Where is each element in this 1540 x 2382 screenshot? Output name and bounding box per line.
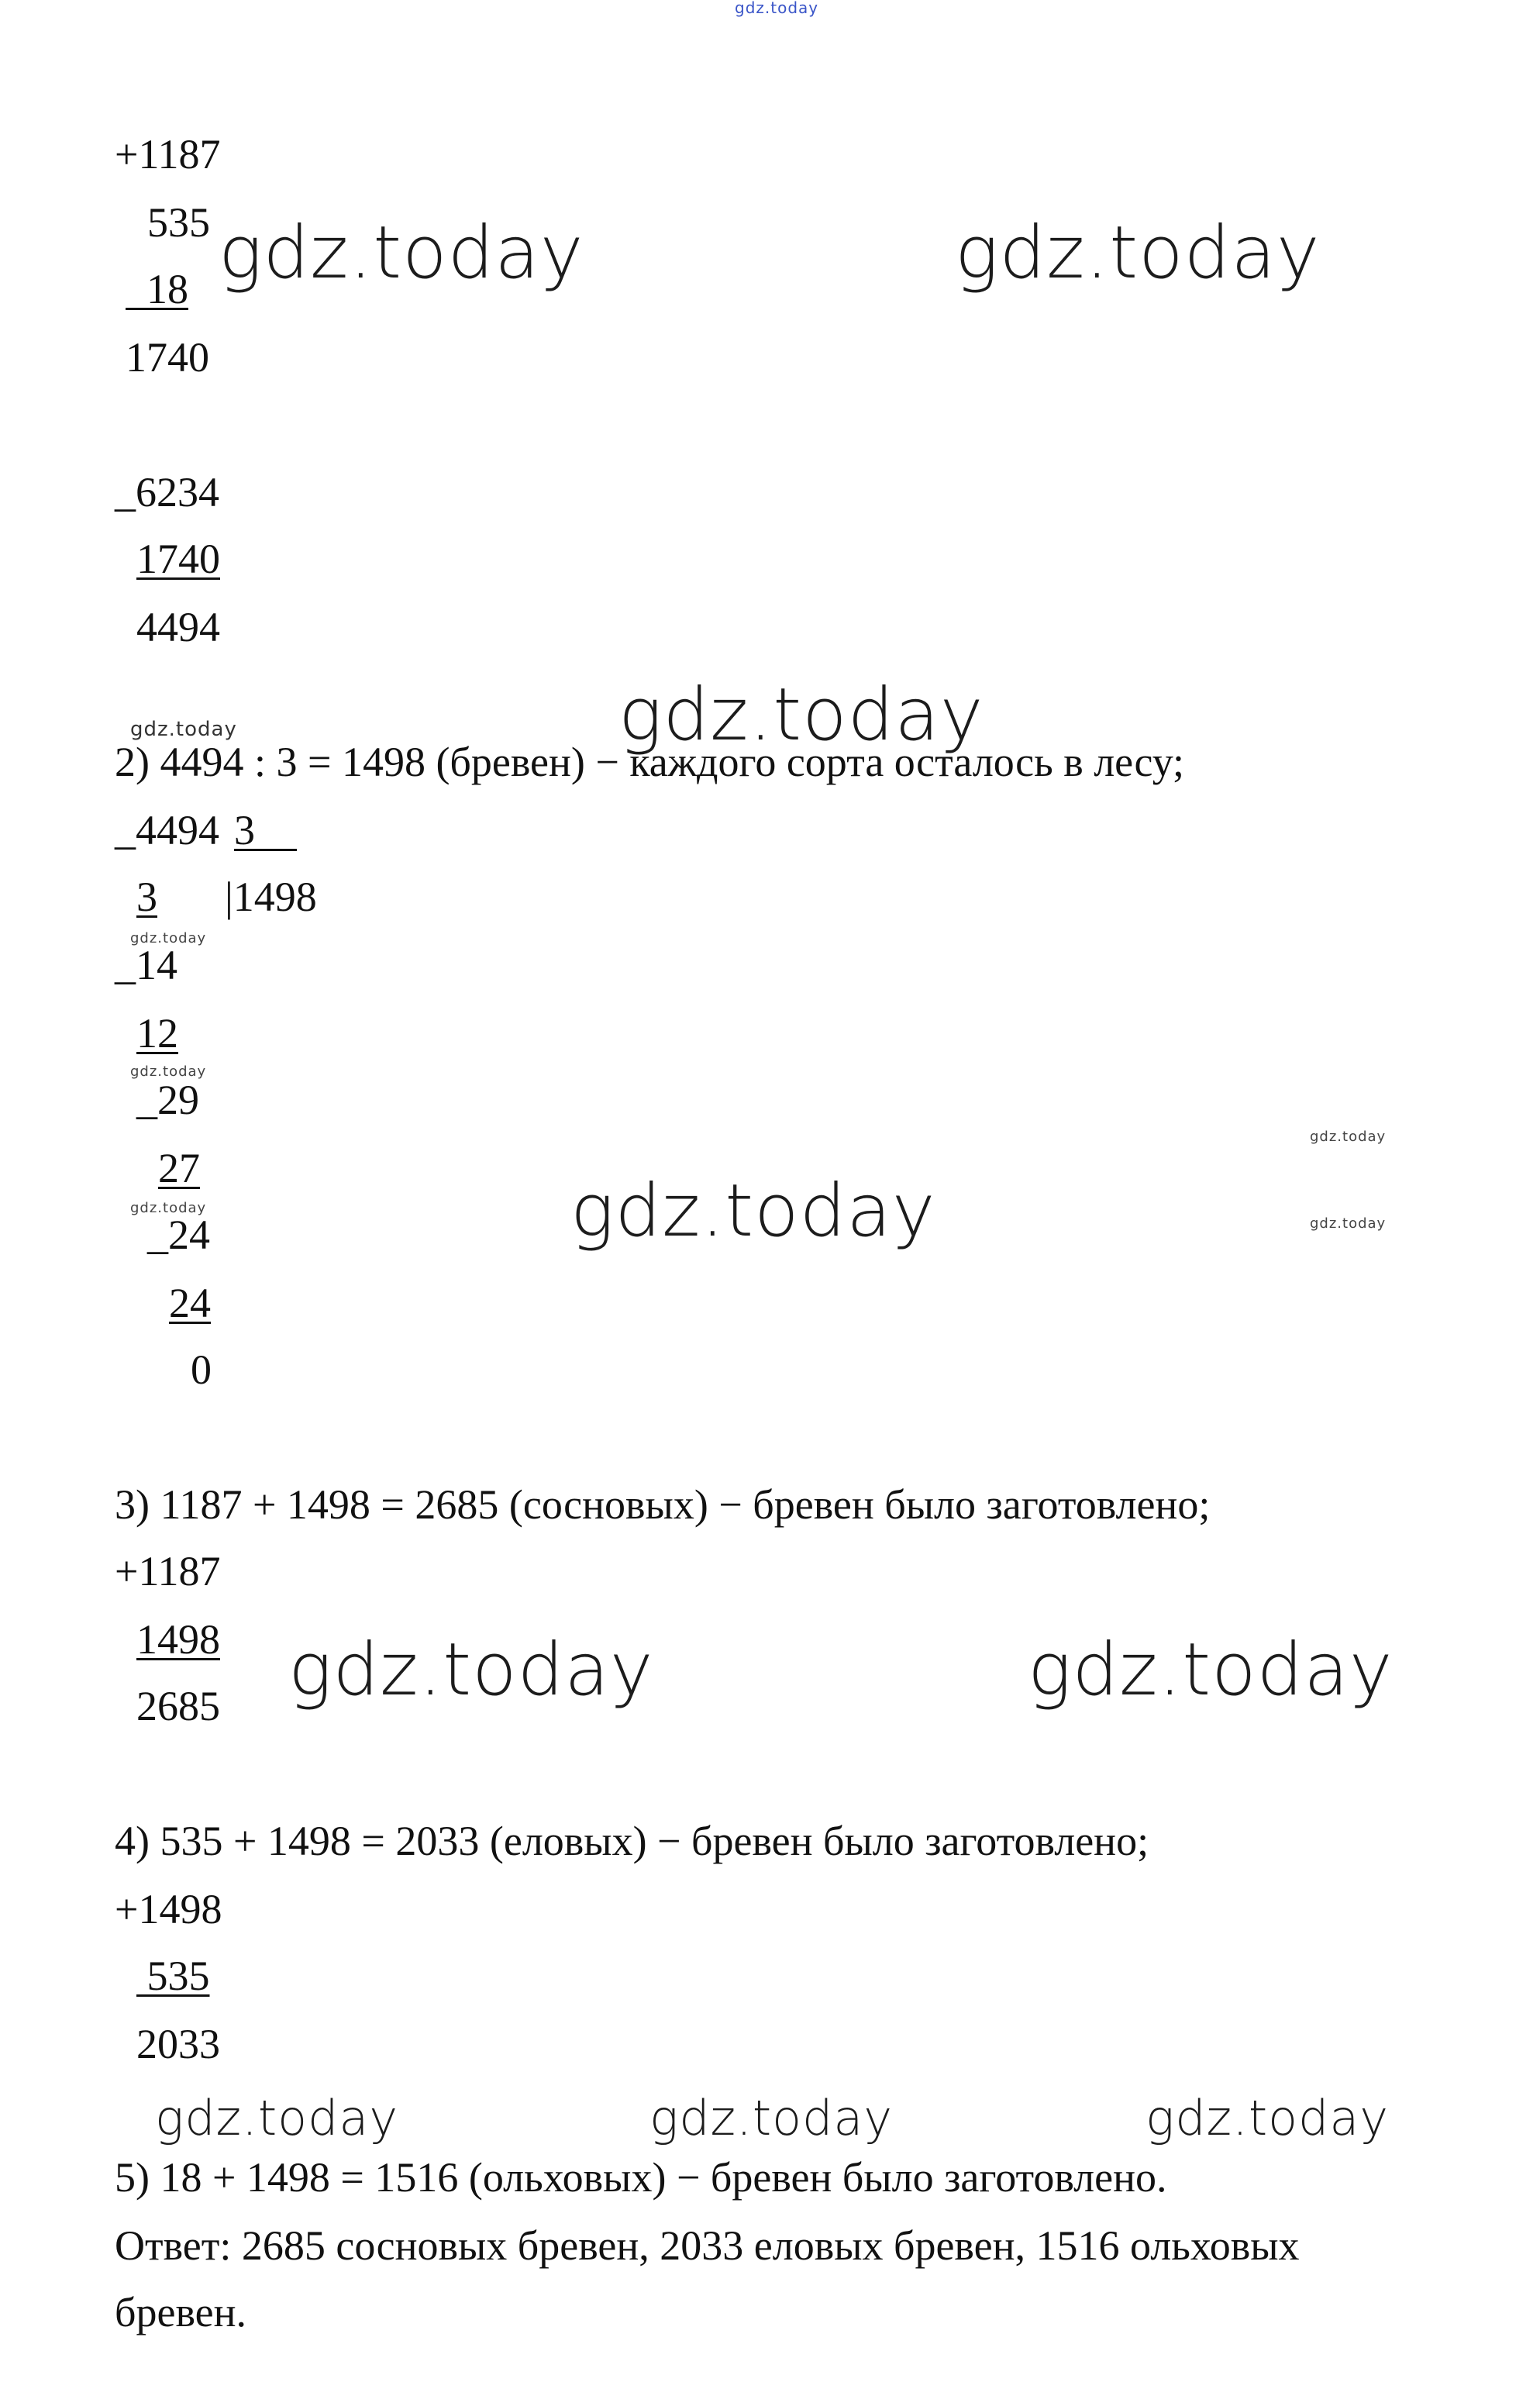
- addend-a: +1187: [115, 131, 221, 178]
- divisor: 3: [234, 807, 255, 853]
- step-3-text: 3) 1187 + 1498 = 2685 (сосновых) − бревен было заготовлено;: [115, 1481, 1211, 1528]
- addend-c: 18: [146, 266, 188, 312]
- watermark: gdz.today: [130, 1063, 207, 1080]
- difference: 4494: [136, 604, 220, 650]
- watermark: gdz.today: [1028, 1628, 1394, 1712]
- watermark: gdz.today: [1310, 1129, 1387, 1145]
- minuend: _6234: [115, 469, 219, 515]
- answer-line-2: бревен.: [115, 2289, 246, 2335]
- watermark: gdz.today: [1310, 1215, 1387, 1232]
- division-row: 27: [158, 1145, 200, 1191]
- watermark: gdz.today: [955, 211, 1321, 295]
- addend-a: +1187: [115, 1548, 221, 1594]
- watermark: gdz.today: [570, 1169, 936, 1253]
- sum-result: 2685: [136, 1683, 220, 1729]
- watermark: gdz.today: [155, 2090, 399, 2146]
- sum-result: 1740: [126, 334, 209, 381]
- addend-a: +1498: [115, 1886, 222, 1932]
- step-2-text: 2) 4494 : 3 = 1498 (бревен) − каждого сорта осталось в лесу;: [115, 739, 1185, 785]
- division-row: _14: [115, 942, 177, 988]
- division-row: _29: [136, 1077, 199, 1123]
- watermark: gdz.today: [288, 1628, 654, 1712]
- addend-b: 1498: [136, 1616, 220, 1663]
- watermark: gdz.today: [130, 718, 237, 741]
- subtrahend: 1740: [136, 536, 220, 582]
- watermark: gdz.today: [130, 930, 207, 946]
- watermark: gdz.today: [219, 211, 584, 295]
- watermark: gdz.today: [618, 673, 984, 757]
- division-row: _24: [147, 1212, 210, 1258]
- step-4-text: 4) 535 + 1498 = 2033 (еловых) − бревен было заготовлено;: [115, 1818, 1149, 1864]
- watermark: gdz.today: [1146, 2090, 1390, 2146]
- watermark: gdz.today: [130, 1200, 207, 1216]
- division-row: 0: [191, 1346, 212, 1393]
- addend-b: 535: [146, 1953, 210, 1999]
- step-5-text: 5) 18 + 1498 = 1516 (ольховых) − бревен было заготовлено.: [115, 2154, 1167, 2201]
- watermark: gdz.today: [649, 2090, 894, 2146]
- division-row: 12: [136, 1010, 178, 1057]
- quotient: |1498: [225, 874, 317, 920]
- watermark-top: gdz.today: [735, 0, 819, 17]
- division-row: 3: [136, 874, 157, 920]
- dividend: _4494: [115, 807, 219, 853]
- sum-result: 2033: [136, 2021, 220, 2067]
- addend-b: 535: [147, 199, 210, 246]
- division-row: 24: [169, 1280, 211, 1326]
- answer-line-1: Ответ: 2685 сосновых бревен, 2033 еловых бревен, 1516 ольховых: [115, 2222, 1300, 2269]
